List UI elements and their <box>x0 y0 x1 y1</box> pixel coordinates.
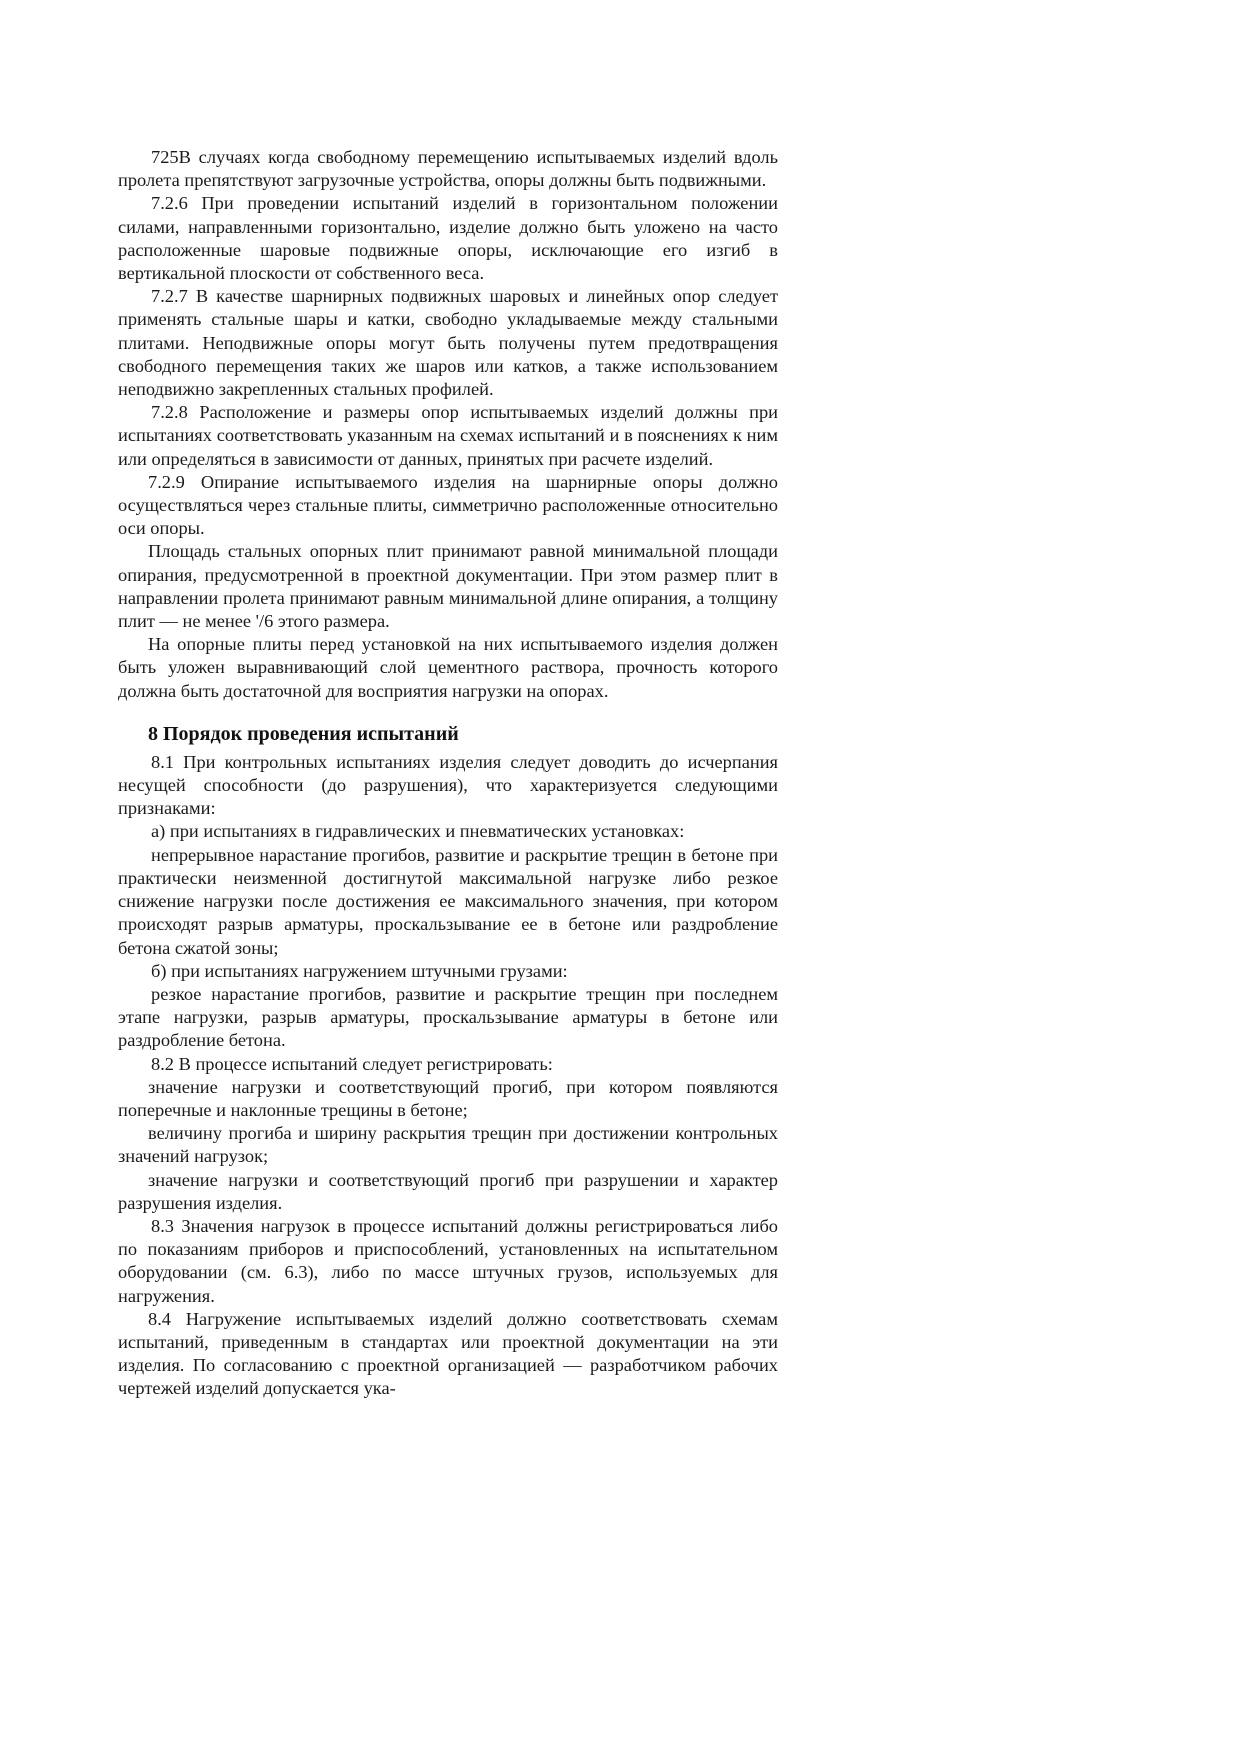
paragraph-8-2-item-2: величину прогиба и ширину раскрытия трещин при достижении контрольных значений нагрузок; <box>118 1123 778 1167</box>
section-8-heading: 8 Порядок проведения испытаний <box>148 722 459 745</box>
paragraph-8-1-b-text: резкое нарастание прогибов, развитие и раскрытие трещин при последнем этапе нагрузки, разрыв арматуры, проскальзывание арматуры в бетоне или раздробление бетона. <box>118 983 778 1051</box>
paragraph-8-2: 8.2 В процессе испытаний следует регистрировать: <box>151 1053 553 1074</box>
paragraph-8-1: 8.1 При контрольных испытаниях изделия следует доводить до исчерпания несущей способности (до разрушения), что характеризуется следующими признаками: <box>118 751 778 819</box>
paragraph-8-2-item-3: значение нагрузки и соответствующий прогиб при разрушении и характер разрушения изделия. <box>118 1169 778 1213</box>
paragraph-7-2-7: 7.2.7 В качестве шарнирных подвижных шаровых и линейных опор следует применять стальные шары и катки, свободно укладываемые между стальными плитами. Неподвижные опоры могут быть получены путем предотвращения свободного перемещения таких же шаров или катков, а также использованием неподвижно закрепленных стальных профилей. <box>118 286 778 400</box>
paragraph-mortar-layer: На опорные плиты перед установкой на них испытываемого изделия должен быть уложен выравнивающий слой цементного раствора, прочность которого должна быть достаточной для восприятия нагрузки на опорах. <box>118 634 778 701</box>
paragraph-7-2-8: 7.2.8 Расположение и размеры опор испытываемых изделий должны при испытаниях соответствовать указанным на схемах испытаний и в пояснениях к ним или определяться в зависимости от данных, принятых при расчете изделий. <box>118 402 778 469</box>
paragraph-8-3: 8.3 Значения нагрузок в процессе испытаний должны регистрироваться либо по показаниям приборов и приспособлений, установленных на испытательном оборудовании (см. 6.3), либо по массе штучных грузов, используемых для нагружения. <box>118 1215 778 1306</box>
paragraph-8-2-item-1: значение нагрузки и соответствующий прогиб, при котором появляются поперечные и наклонные трещины в бетоне; <box>118 1076 778 1120</box>
paragraph-7-2-5: 725В случаях когда свободному перемещению испытываемых изделий вдоль пролета препятствуют загрузочные устройства, опоры должны быть подвижными. <box>118 147 778 191</box>
paragraph-8-1-b: б) при испытаниях нагружением штучными грузами: <box>151 960 568 981</box>
paragraph-7-2-6: 7.2.6 При проведении испытаний изделий в горизонтальном положении силами, направленными горизонтально, изделие должно быть уложено на часто расположенные шаровые подвижные опоры, исключающие его изгиб в вертикальной плоскости от собственного веса. <box>118 193 778 284</box>
paragraph-8-1-a: а) при испытаниях в гидравлических и пневматических установках: <box>151 821 685 842</box>
paragraph-7-2-9: 7.2.9 Опирание испытываемого изделия на шарнирные опоры должно осуществляться через стальные плиты, симметрично расположенные относительно оси опоры. <box>118 471 778 539</box>
paragraph-8-4: 8.4 Нагружение испытываемых изделий должно соответствовать схемам испытаний, приведенным в стандартах или проектной документации на эти изделия. По согласованию с проектной организацией — разработчиком рабочих чертежей изделий допускается ука- <box>118 1308 778 1399</box>
document-page <box>118 146 778 1401</box>
paragraph-8-1-a-text: непрерывное нарастание прогибов, развитие и раскрытие трещин в бетоне при практически неизменной достигнутой максимальной нагрузке либо резкое снижение нагрузки после достижения ее максимального значения, при котором происходят разрыв арматуры, проскальзывание ее в бетоне или раздробление бетона сжатой зоны; <box>118 844 778 958</box>
paragraph-support-plates: Площадь стальных опорных плит принимают равной минимальной площади опирания, предусмотренной в проектной документации. При этом размер плит в направлении пролета принимают равным минимальной длине опирания, а толщину плит — не менее '/6 этого размера. <box>118 541 778 632</box>
